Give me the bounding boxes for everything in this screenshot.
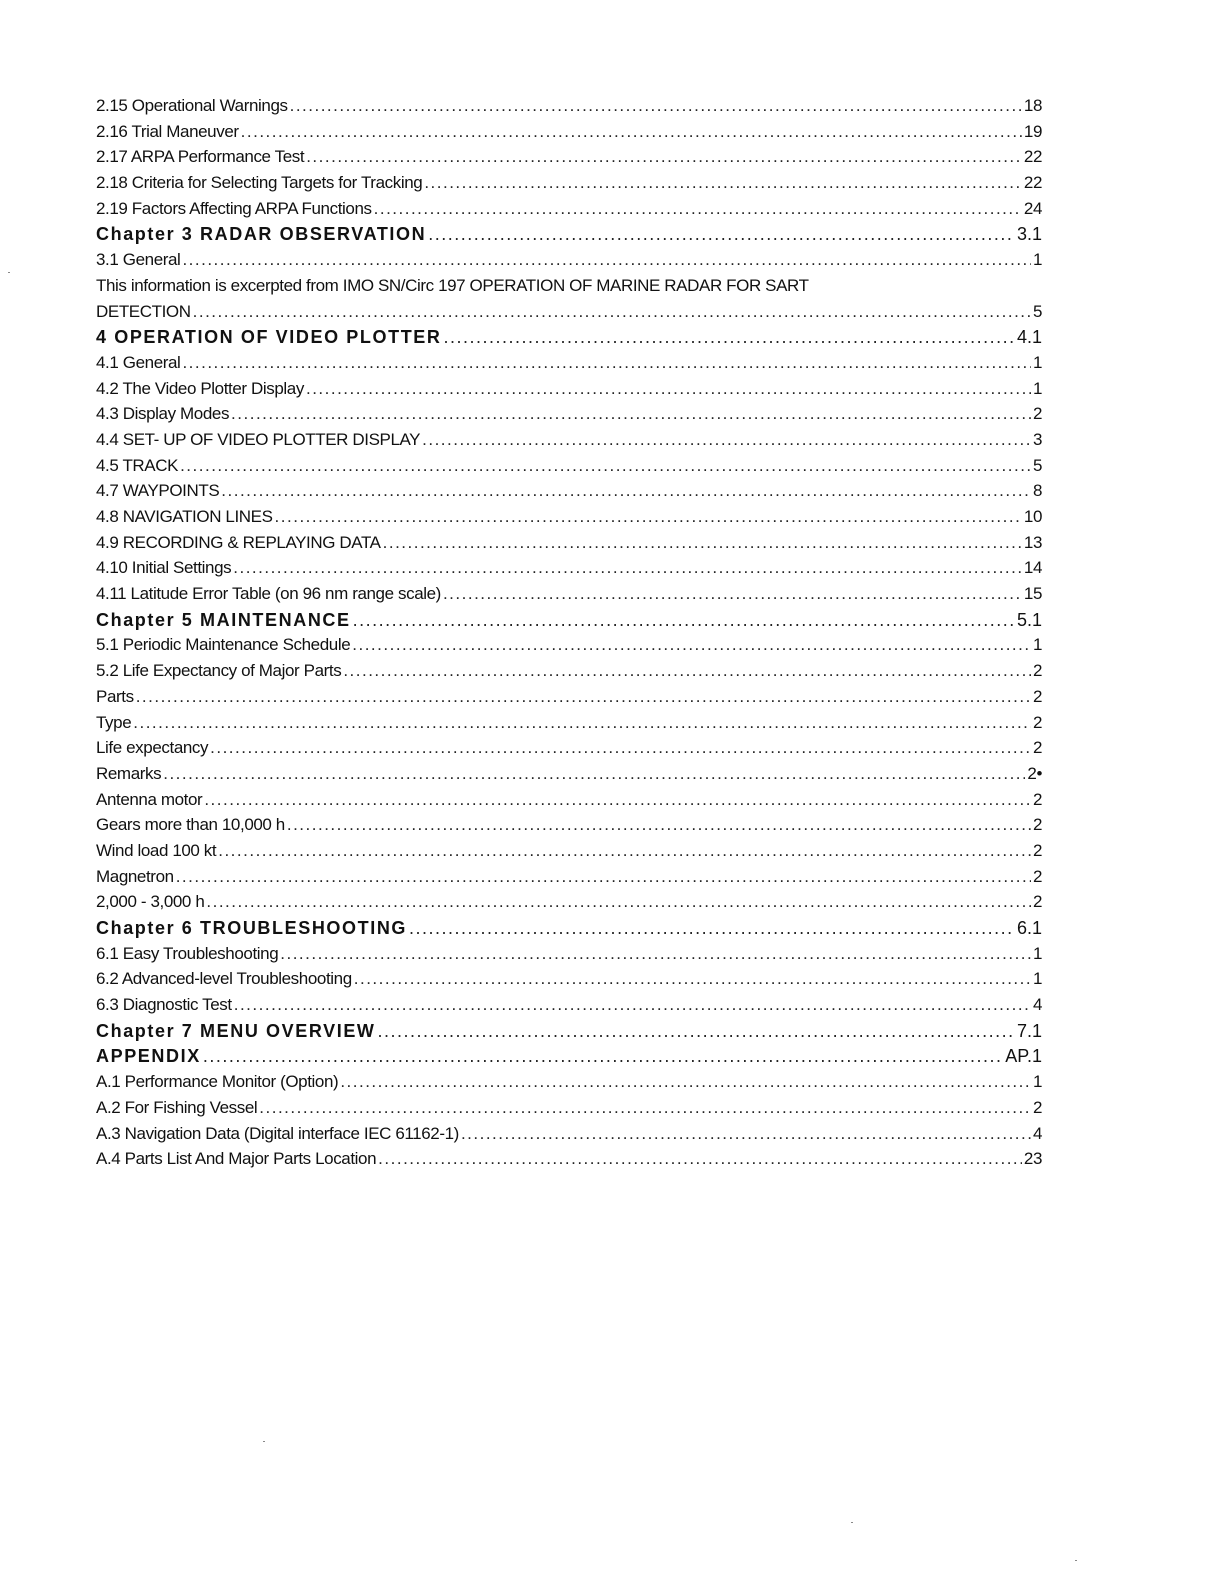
toc-entry-row[interactable] (96, 302, 1042, 328)
toc-entry-label: 4.10 Initial Settings (96, 558, 232, 578)
toc-page-number: 22 (1023, 173, 1042, 193)
toc-dot-leader (280, 944, 1031, 964)
toc-dot-leader (378, 1021, 1015, 1042)
toc-dot-leader (340, 1072, 1031, 1092)
toc-entry-label: 6.3 Diagnostic Test (96, 995, 232, 1015)
toc-entry-label: 5.1 Periodic Maintenance Schedule (96, 635, 351, 655)
scan-speck (8, 272, 10, 273)
toc-page-number: 8 (1032, 481, 1042, 501)
toc-dot-leader (422, 430, 1031, 450)
toc-page-number: 2 (1032, 840, 1042, 860)
toc-chapter-row[interactable] (96, 1021, 1042, 1047)
toc-page-number: 24 (1023, 198, 1042, 218)
toc-entry-label: 4.8 NAVIGATION LINES (96, 507, 273, 526)
toc-entry-label: 2.15 Operational Warnings (96, 96, 288, 115)
toc-page-number: 1 (1032, 1072, 1042, 1092)
toc-entry-label: APPENDIX (96, 1046, 201, 1067)
toc-entry-row[interactable] (96, 969, 1042, 995)
toc-entry-row[interactable] (96, 867, 1042, 893)
toc-dot-leader (234, 995, 1031, 1015)
toc-entry-row[interactable] (96, 1124, 1042, 1150)
toc-page-number: 2 (1032, 738, 1042, 758)
toc-entry-label: 4.2 The Video Plotter Display (96, 378, 304, 398)
toc-entry-row[interactable] (96, 533, 1042, 559)
toc-dot-leader (210, 738, 1031, 758)
toc-dot-leader (287, 815, 1031, 835)
toc-dot-leader (241, 122, 1022, 142)
toc-entry-label: 6.1 Easy Troubleshooting (96, 943, 279, 963)
toc-dot-leader (163, 764, 1025, 784)
toc-page-number: 14 (1023, 558, 1042, 578)
toc-entry-label: 4.7 WAYPOINTS (96, 481, 220, 501)
toc-dot-leader (203, 1046, 1003, 1067)
toc-page-number: 15 (1023, 584, 1042, 604)
toc-chapter-row[interactable] (96, 918, 1042, 944)
toc-dot-leader (306, 147, 1022, 167)
toc-page-number: 10 (1023, 507, 1042, 526)
toc-page-number: 1 (1032, 943, 1042, 963)
table-of-contents (96, 96, 1042, 1175)
toc-entry-row[interactable] (96, 713, 1042, 739)
toc-page-number: 4 (1032, 1123, 1042, 1143)
toc-entry-row[interactable] (96, 738, 1042, 764)
toc-entry-label: 4.4 SET- UP OF VIDEO PLOTTER DISPLAY (96, 429, 421, 449)
toc-dot-leader (218, 841, 1031, 861)
toc-dot-leader (374, 199, 1022, 219)
toc-dot-leader (221, 481, 1031, 501)
toc-dot-leader (193, 302, 1031, 322)
toc-entry-row[interactable] (96, 481, 1042, 507)
toc-entry-label: 6.2 Advanced-level Troubleshooting (96, 969, 352, 989)
toc-entry-row[interactable] (96, 790, 1042, 816)
toc-entry-row[interactable] (96, 841, 1042, 867)
toc-entry-row[interactable] (96, 456, 1042, 482)
toc-entry-row[interactable] (96, 661, 1042, 687)
toc-entry-row[interactable] (96, 507, 1042, 533)
toc-entry-row[interactable] (96, 404, 1042, 430)
toc-entry-label: Parts (96, 686, 134, 706)
toc-entry-label: Magnetron (96, 866, 174, 886)
toc-entry-row[interactable] (96, 687, 1042, 713)
toc-dot-leader (443, 584, 1022, 604)
toc-page-number: 5.1 (1016, 609, 1042, 630)
toc-dot-leader (206, 892, 1031, 912)
toc-entry-label: 4.5 TRACK (96, 455, 179, 475)
toc-entry-label: This information is excerpted from IMO SN/Circ 197 OPERATION OF MARINE RADAR FOR SART (96, 275, 809, 295)
toc-entry-row[interactable] (96, 995, 1042, 1021)
toc-entry-label: Remarks (96, 763, 162, 783)
toc-entry-label: A.4 Parts List And Major Parts Location (96, 1149, 377, 1169)
toc-entry-label: A.2 For Fishing Vessel (96, 1097, 258, 1117)
toc-page-number: 2 (1032, 815, 1042, 835)
toc-page-number: 2 (1032, 712, 1042, 732)
toc-page-number: 5 (1032, 455, 1042, 475)
toc-entry-label: 2.17 ARPA Performance Test (96, 147, 305, 167)
toc-entry-row[interactable] (96, 379, 1042, 405)
toc-page-number: 2 (1032, 892, 1042, 912)
toc-entry-label: 4.9 RECORDING & REPLAYING DATA (96, 532, 381, 552)
toc-entry-row[interactable] (96, 1149, 1042, 1175)
toc-page-number: 2 (1032, 1097, 1042, 1117)
toc-entry-row[interactable] (96, 96, 1042, 122)
toc-dot-leader (176, 867, 1031, 887)
toc-dot-leader (343, 661, 1031, 681)
toc-page-number: 22 (1023, 147, 1042, 167)
toc-entry-label: 5.2 Life Expectancy of Major Parts (96, 661, 342, 681)
toc-dot-leader (233, 558, 1022, 578)
toc-entry-label: A.3 Navigation Data (Digital interface IEC 61162-1) (96, 1123, 459, 1143)
toc-chapter-row[interactable] (96, 1046, 1042, 1072)
toc-entry-row[interactable] (96, 558, 1042, 584)
toc-dot-leader (409, 918, 1015, 939)
toc-entry-label: Chapter 6 TROUBLESHOOTING (96, 918, 408, 938)
toc-entry-label: Chapter 3 RADAR OBSERVATION (96, 224, 427, 245)
toc-entry-row[interactable] (96, 764, 1042, 790)
toc-dot-leader (182, 353, 1031, 373)
toc-dot-leader (275, 507, 1022, 527)
toc-entry-row[interactable] (96, 892, 1042, 918)
toc-entry-row[interactable] (96, 1098, 1042, 1124)
toc-dot-leader (182, 250, 1031, 270)
toc-entry-row[interactable] (96, 122, 1042, 148)
toc-page-number: 2• (1027, 763, 1042, 783)
toc-dot-leader (353, 610, 1015, 631)
toc-page-number: 7.1 (1016, 1020, 1042, 1041)
toc-dot-leader (290, 96, 1022, 116)
toc-page-number: 1 (1032, 250, 1042, 270)
toc-entry-label: Chapter 7 MENU OVERVIEW (96, 1020, 376, 1041)
toc-dot-leader (136, 687, 1031, 707)
toc-entry-row[interactable] (96, 635, 1042, 661)
toc-entry-label: 2.16 Trial Maneuver (96, 121, 239, 141)
toc-dot-leader (306, 379, 1031, 399)
toc-page-number: 2 (1032, 686, 1042, 706)
toc-entry-label: Wind load 100 kt (96, 840, 217, 860)
toc-chapter-row[interactable] (96, 327, 1042, 353)
toc-page-number: 4 (1032, 995, 1042, 1015)
toc-entry-label: DETECTION (96, 301, 191, 321)
toc-entry-label: Chapter 5 MAINTENANCE (96, 609, 351, 630)
toc-page-number: 19 (1023, 121, 1042, 141)
toc-entry-label: 2.19 Factors Affecting ARPA Functions (96, 198, 372, 218)
toc-entry-label: 4.11 Latitude Error Table (on 96 nm range scale) (96, 584, 441, 604)
toc-dot-leader (461, 1124, 1031, 1144)
toc-entry-label: 3.1 General (96, 250, 181, 270)
toc-entry-label: Type (96, 712, 132, 732)
scan-speck (263, 1441, 265, 1442)
toc-entry-label: Life expectancy (96, 738, 209, 758)
toc-entry-row[interactable] (96, 430, 1042, 456)
toc-entry-row[interactable] (96, 815, 1042, 841)
toc-entry-row[interactable] (96, 584, 1042, 610)
toc-entry-row[interactable] (96, 1072, 1042, 1098)
toc-entry-row[interactable] (96, 147, 1042, 173)
toc-chapter-row[interactable] (96, 224, 1042, 250)
toc-entry-row[interactable] (96, 353, 1042, 379)
toc-entry-label: 2,000 - 3,000 h (96, 892, 205, 912)
toc-entry-row[interactable] (96, 173, 1042, 199)
toc-dot-leader (259, 1098, 1031, 1118)
toc-entry-row[interactable] (96, 250, 1042, 276)
toc-dot-leader (133, 713, 1031, 733)
toc-page-number: 3 (1032, 429, 1042, 449)
toc-page-number: 1 (1032, 352, 1042, 372)
toc-page-number: 1 (1032, 635, 1042, 655)
toc-dot-leader (354, 969, 1031, 989)
toc-entry-row[interactable] (96, 276, 1042, 302)
toc-entry-label: A.1 Performance Monitor (Option) (96, 1072, 339, 1092)
toc-page-number: AP.1 (1005, 1046, 1042, 1067)
toc-entry-label: 2.18 Criteria for Selecting Targets for Tracking (96, 173, 423, 193)
toc-entry-row[interactable] (96, 199, 1042, 225)
scan-speck (851, 1522, 853, 1523)
scan-speck (1075, 1560, 1077, 1561)
toc-page-number: 1 (1032, 969, 1042, 989)
toc-page-number: 2 (1032, 404, 1042, 424)
toc-entry-label: 4.1 General (96, 352, 181, 372)
toc-entry-label: 4 OPERATION OF VIDEO PLOTTER (96, 327, 442, 348)
toc-dot-leader (352, 635, 1031, 655)
toc-dot-leader (428, 224, 1015, 245)
toc-page-number: 4.1 (1016, 327, 1042, 348)
toc-page-number: 18 (1023, 96, 1042, 115)
toc-page-number: 1 (1032, 378, 1042, 398)
toc-dot-leader (180, 456, 1031, 476)
toc-dot-leader (424, 173, 1022, 193)
toc-page-number: 6.1 (1016, 918, 1042, 938)
toc-dot-leader (231, 404, 1031, 424)
toc-dot-leader (383, 533, 1022, 553)
toc-dot-leader (204, 790, 1031, 810)
toc-page-number: 5 (1032, 301, 1042, 321)
toc-page-number: 3.1 (1016, 224, 1042, 245)
toc-entry-label: 4.3 Display Modes (96, 404, 230, 424)
toc-page-number: 13 (1023, 532, 1042, 552)
toc-dot-leader (444, 327, 1015, 348)
toc-page-number: 23 (1023, 1149, 1042, 1169)
toc-page-number: 2 (1032, 661, 1042, 681)
toc-entry-label: Antenna motor (96, 789, 203, 809)
toc-page-number: 2 (1032, 789, 1042, 809)
toc-entry-row[interactable] (96, 944, 1042, 970)
toc-dot-leader (378, 1149, 1022, 1169)
toc-entry-label: Gears more than 10,000 h (96, 815, 285, 835)
toc-page-number: 2 (1032, 866, 1042, 886)
toc-chapter-row[interactable] (96, 610, 1042, 636)
